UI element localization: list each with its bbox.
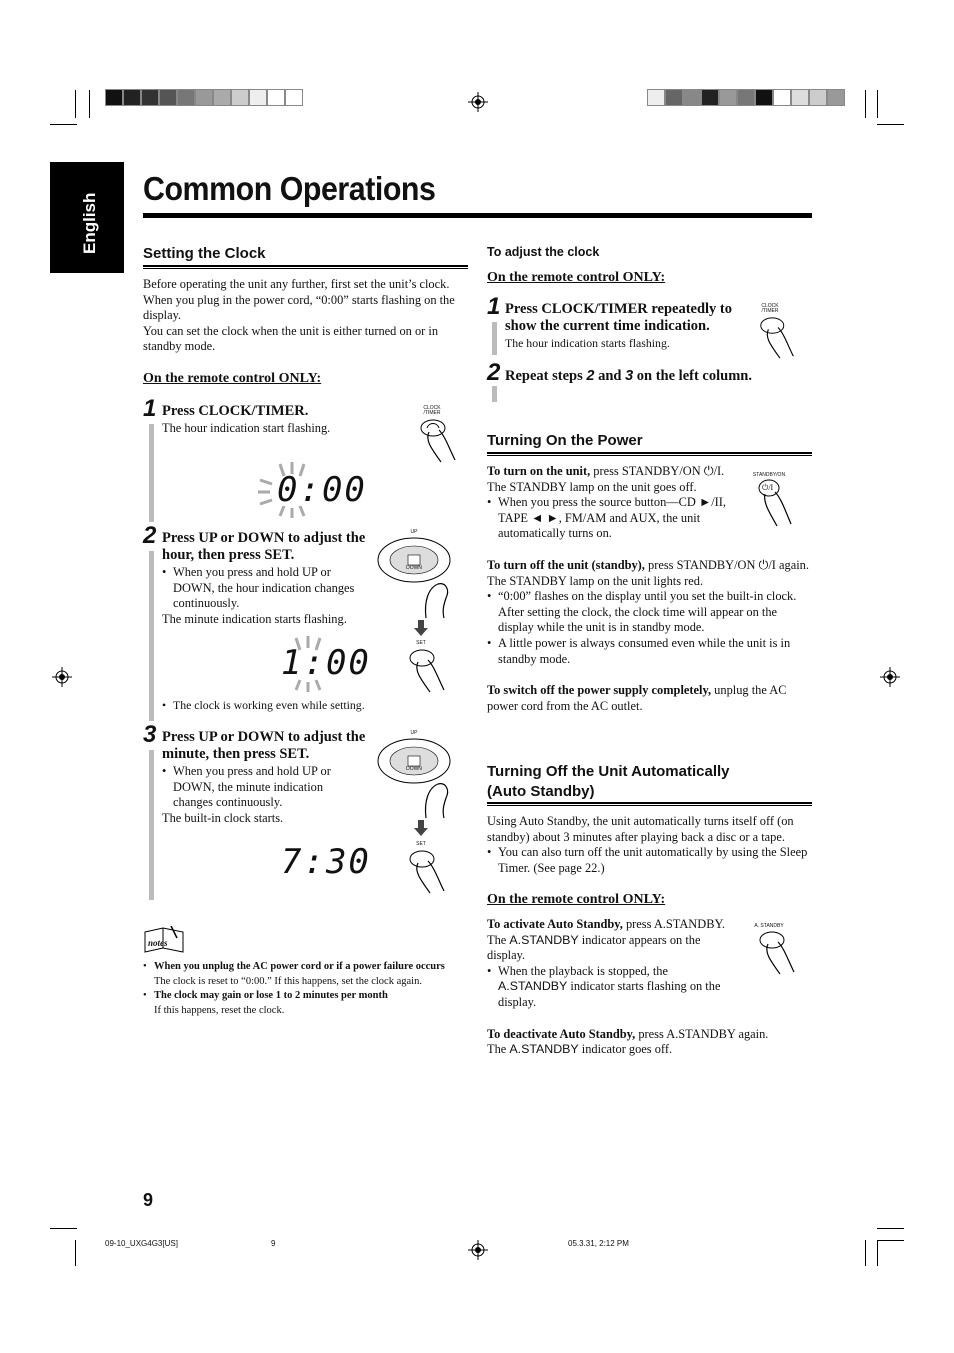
step-bar — [149, 551, 154, 721]
bullet-item: • When you press the source button—CD ►/II, TAPE ◄ ►, FM/AM and AUX, the unit automatically turns on. — [487, 495, 739, 542]
power-off-para — [487, 558, 809, 574]
color-swatch — [701, 89, 719, 106]
crop-mark — [877, 90, 878, 118]
bold-lead: To turn off the unit (standby), — [487, 557, 645, 572]
crop-mark — [75, 90, 76, 118]
crop-mark — [865, 90, 866, 118]
color-swatch — [267, 89, 285, 106]
crop-mark — [877, 1240, 878, 1266]
hand-pressing-button-icon — [754, 316, 802, 360]
adjust-clock-title: To adjust the clock — [487, 245, 600, 259]
standby-button-glyph: ⏻/I — [762, 483, 774, 492]
intro-paragraph: Before operating the unit any further, first set the unit’s clock. When you plug in the power cord, “0:00” starts flashing on the display. — [143, 277, 455, 323]
arrow-down-icon — [414, 820, 428, 836]
step-title: Press CLOCK/TIMER repeatedly to show the current time indication. — [505, 301, 733, 334]
notes-icon-label: notes — [148, 938, 168, 948]
remote-only-heading: On the remote control ONLY: — [487, 892, 666, 907]
color-swatch — [159, 89, 177, 106]
indicator-text: A.STANDBY — [509, 1042, 579, 1057]
section-rule — [487, 452, 812, 456]
color-swatch — [123, 89, 141, 106]
step-ref: 3 — [625, 368, 634, 384]
crop-mark — [89, 90, 90, 118]
registration-mark-icon — [52, 667, 72, 687]
fig-label-a-standby: A. STANDBY — [754, 923, 784, 929]
step-title-part: and — [594, 368, 626, 384]
remote-updown-icon — [376, 737, 452, 785]
fig-label-standby: STANDBY/ON — [752, 472, 786, 478]
para-text: The — [487, 932, 510, 947]
bold-lead: To deactivate Auto Standby, — [487, 1026, 636, 1041]
fig-label-clock-timer: CLOCK /TIMER — [761, 303, 779, 314]
crop-mark — [75, 1240, 76, 1266]
activate-para — [487, 917, 742, 933]
bold-lead: To turn on the unit, — [487, 464, 591, 478]
step-body — [162, 565, 372, 627]
note-item — [143, 960, 463, 989]
step-body — [162, 764, 362, 826]
remote-only-heading: On the remote control ONLY: — [487, 270, 666, 285]
step-bar — [149, 750, 154, 900]
color-swatch — [665, 89, 683, 106]
step-note — [162, 698, 365, 714]
para-text: press A.STANDBY. — [622, 917, 725, 931]
language-tab — [50, 162, 124, 273]
para-text: indicator appears on the display. — [487, 932, 701, 963]
para-text: press STANDBY/ON ⏻/I. — [590, 464, 725, 478]
fig-label-set: SET — [416, 841, 426, 847]
step-bar — [492, 322, 497, 355]
para-text: The — [487, 1042, 510, 1057]
step-title-part: Repeat steps — [505, 368, 587, 384]
bullet-item — [487, 964, 737, 1011]
step-number: 2 — [143, 522, 157, 549]
power-switch-para — [487, 683, 809, 714]
hand-pressing-button-icon — [420, 580, 458, 620]
section-title-line: Turning Off the Unit Automatically — [487, 763, 730, 780]
note-heading: • When you unplug the AC power cord or if a power failure occurs — [154, 961, 445, 972]
step-text: The hour indication start flashing. — [162, 421, 331, 435]
step-number: 2 — [487, 359, 501, 386]
clock-display: 7:30 — [281, 842, 371, 882]
registration-mark-icon — [468, 1240, 488, 1260]
crop-mark — [877, 1228, 904, 1229]
step-number: 1 — [487, 293, 501, 320]
crop-mark — [877, 124, 904, 125]
para-text: indicator goes off. — [578, 1042, 673, 1057]
color-swatch — [105, 89, 123, 106]
crop-mark — [865, 1240, 866, 1266]
bold-lead: To activate Auto Standby, — [487, 917, 623, 931]
title-rule — [143, 213, 812, 218]
intro-paragraph: Using Auto Standby, the unit automatically turns itself off (on standby) about 3 minutes after playing back a disc or a tape. — [487, 814, 794, 844]
para-text: press A.STANDBY again. — [635, 1026, 769, 1041]
step-number: 1 — [143, 395, 157, 422]
auto-intro — [487, 814, 813, 876]
color-bar-right — [647, 89, 845, 106]
bullet-item: • When you press and hold UP or DOWN, the hour indication changes continuously. — [162, 565, 372, 612]
section-title-auto-standby — [487, 762, 730, 802]
crop-mark — [877, 1240, 904, 1241]
page-title: Common Operations — [143, 170, 436, 207]
color-swatch — [755, 89, 773, 106]
remote-only-heading: On the remote control ONLY: — [143, 371, 322, 386]
crop-mark — [50, 1228, 77, 1229]
remote-updown-icon — [376, 536, 452, 584]
color-swatch — [809, 89, 827, 106]
para-text: When the playback is stopped, the — [498, 963, 668, 978]
section-title-line: (Auto Standby) — [487, 783, 595, 800]
color-swatch — [285, 89, 303, 106]
footer-date: 05.3.31, 2:12 PM — [568, 1239, 629, 1248]
language-tab-label: English — [80, 192, 99, 254]
bold-lead: To switch off the power supply completely, — [487, 683, 712, 698]
section-title-power: Turning On the Power — [487, 432, 643, 449]
clock-display: 1:00 — [281, 643, 371, 683]
section-title-setting-clock: Setting the Clock — [143, 245, 266, 262]
arrow-down-icon — [414, 620, 428, 636]
color-swatch — [141, 89, 159, 106]
bullet-item: • You can also turn off the unit automatically by using the Sleep Timer. (See page 22.) — [487, 845, 813, 876]
fig-label-down: DOWN — [406, 766, 422, 772]
step-title: Press UP or DOWN to adjust the minute, then press SET. — [162, 729, 366, 762]
hand-pressing-button-icon — [754, 930, 802, 976]
indicator-text: A.STANDBY — [509, 932, 579, 947]
fig-label-clock-timer: CLOCK /TIMER — [423, 405, 441, 416]
color-swatch — [719, 89, 737, 106]
power-on-para — [487, 464, 732, 480]
footer-file: 09-10_UXG4G3[US] — [105, 1239, 178, 1248]
fig-label-up: UP — [410, 730, 418, 736]
fig-label-set: SET — [416, 640, 426, 646]
color-swatch — [195, 89, 213, 106]
bullet-item: • “0:00” flashes on the display until you set the built-in clock. After setting the clock, the clock time will appear on the display while the unit is in standby mode. — [487, 589, 809, 636]
color-swatch — [791, 89, 809, 106]
color-swatch — [177, 89, 195, 106]
color-swatch — [249, 89, 267, 106]
step-title-part: on the left column. — [633, 368, 752, 384]
fig-label-down: DOWN — [406, 565, 422, 571]
intro-paragraph: You can set the clock when the unit is either turned on or in standby mode. — [143, 323, 439, 354]
color-swatch — [213, 89, 231, 106]
page-number: 9 — [143, 1190, 154, 1210]
color-swatch — [683, 89, 701, 106]
footer-page: 9 — [271, 1239, 276, 1248]
hand-pressing-button-icon — [420, 780, 458, 820]
step-ref: 2 — [586, 368, 595, 384]
deactivate-para — [487, 1027, 809, 1043]
color-swatch — [231, 89, 249, 106]
step-bar — [492, 386, 497, 402]
hand-pressing-button-icon — [404, 849, 452, 895]
para-text: press STANDBY/ON ⏻/I again. — [644, 557, 809, 572]
registration-mark-icon — [468, 92, 488, 112]
note-text: The clock is reset to “0:00.” If this happens, set the clock again. — [154, 975, 422, 987]
step-title: Press UP or DOWN to adjust the hour, then press SET. — [162, 530, 366, 563]
step-title — [505, 368, 752, 385]
step-title: Press CLOCK/TIMER. — [162, 403, 309, 419]
deactivate-para — [487, 1042, 809, 1058]
section-rule — [487, 802, 812, 806]
power-on-para: The STANDBY lamp on the unit goes off. — [487, 479, 697, 494]
power-off-para: The STANDBY lamp on the unit lights red. — [487, 573, 704, 588]
step-bar — [149, 424, 154, 522]
color-swatch — [773, 89, 791, 106]
note-text: If this happens, reset the clock. — [154, 1004, 285, 1016]
fig-label-up: UP — [410, 529, 418, 535]
notes-list — [143, 960, 463, 1018]
color-swatch — [827, 89, 845, 106]
color-bar-left — [105, 89, 303, 106]
step-text: The hour indication starts flashing. — [505, 336, 670, 350]
step-text: The built-in clock starts. — [162, 810, 284, 825]
para-text: unplug the AC power cord from the AC outlet. — [487, 683, 787, 713]
indicator-text: A.STANDBY — [498, 979, 568, 994]
para-text: indicator starts flashing on the display. — [498, 979, 721, 1009]
section-rule — [143, 265, 468, 269]
setting-clock-intro — [143, 277, 471, 355]
color-swatch — [737, 89, 755, 106]
registration-mark-icon — [880, 667, 900, 687]
activate-para — [487, 933, 727, 964]
hand-pressing-button-icon — [404, 648, 452, 694]
clock-display: 0:00 — [277, 470, 367, 510]
step-text: The minute indication starts flashing. — [162, 611, 347, 626]
crop-mark — [50, 124, 77, 125]
color-swatch — [647, 89, 665, 106]
bullet-item: • When you press and hold UP or DOWN, the minute indication changes continuously. — [162, 764, 362, 811]
note-heading: • The clock may gain or lose 1 to 2 minutes per month — [154, 990, 388, 1001]
bullet-item: • A little power is always consumed even while the unit is in standby mode. — [487, 636, 809, 667]
note-item — [143, 989, 463, 1018]
bullet-item: • The clock is working even while setting. — [162, 698, 365, 714]
step-number: 3 — [143, 721, 157, 748]
hand-pressing-button-icon — [415, 418, 463, 464]
